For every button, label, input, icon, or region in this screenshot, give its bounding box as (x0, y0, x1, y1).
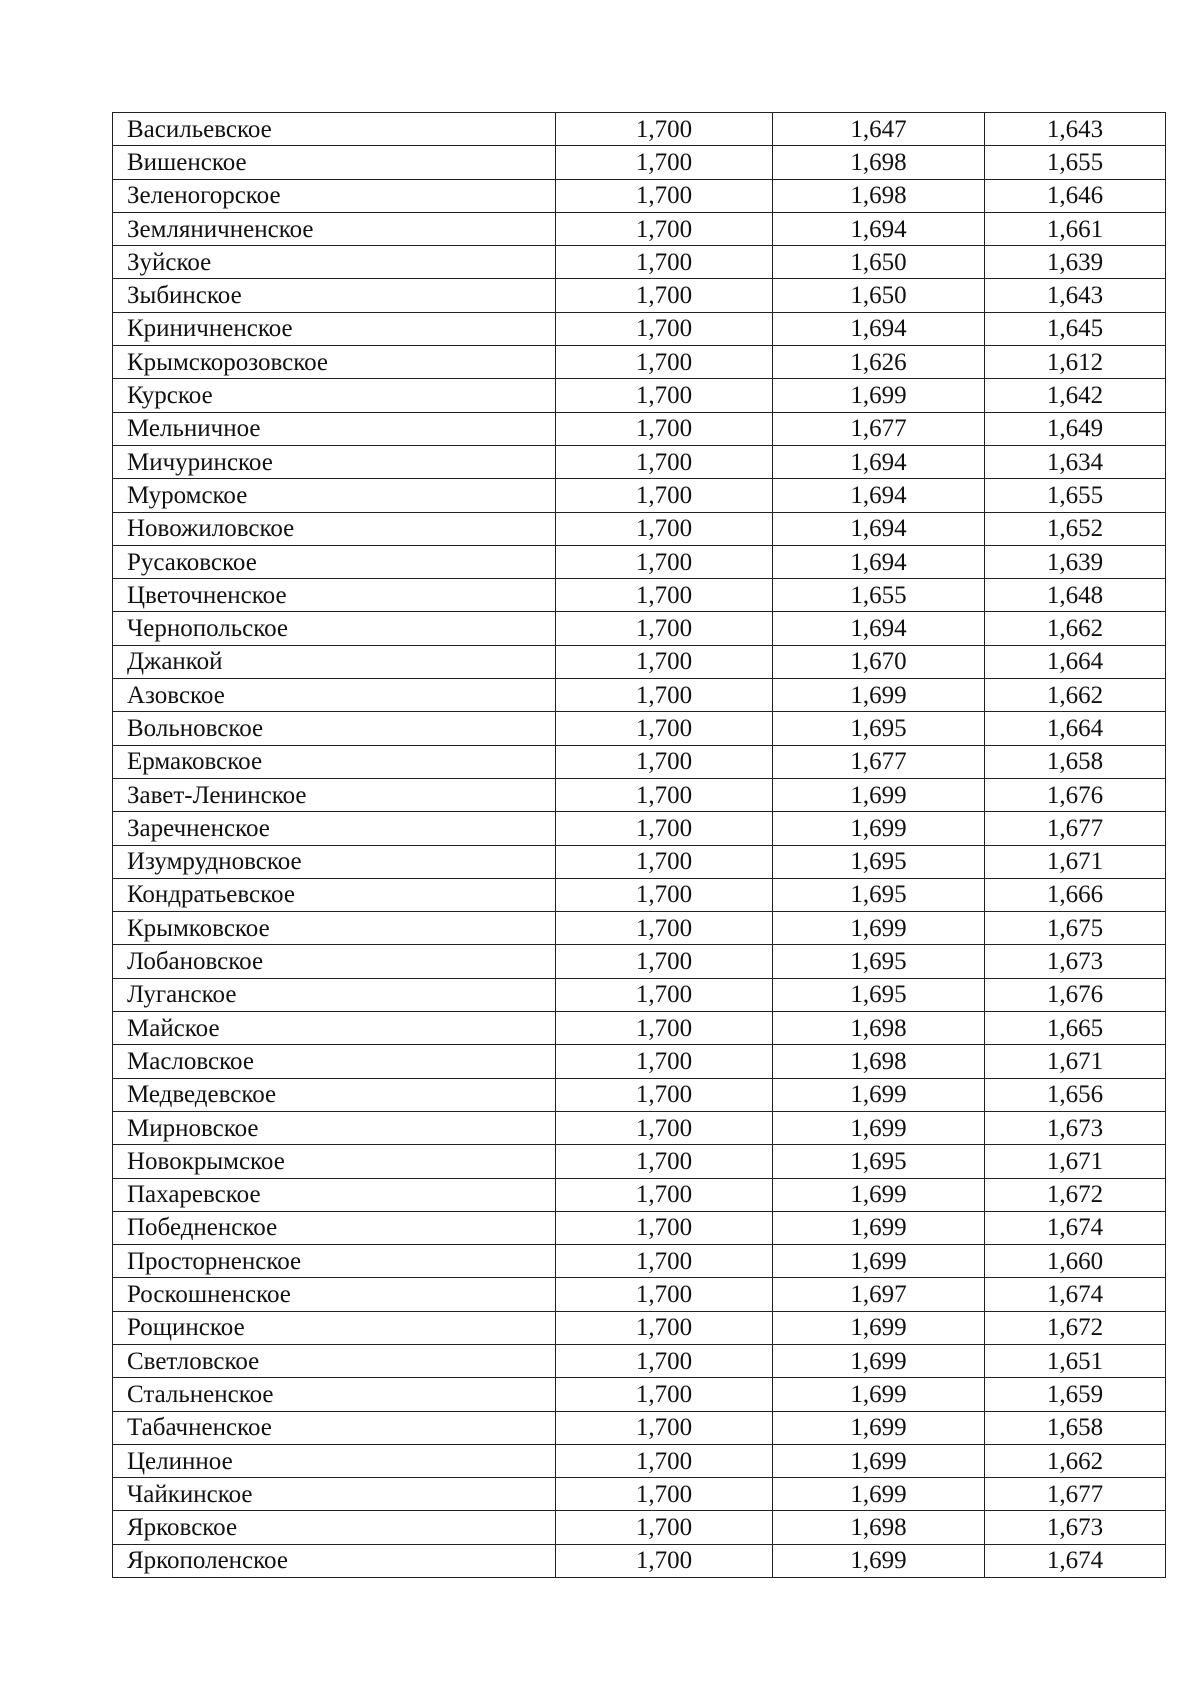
table-row (113, 545, 1166, 578)
value-cell-2: 1,699 (773, 812, 985, 845)
value-cell-1: 1,700 (556, 679, 773, 712)
value-cell-3: 1,639 (985, 545, 1166, 578)
value-cell-3: 1,673 (985, 1111, 1166, 1144)
value-cell-1: 1,700 (556, 579, 773, 612)
settlement-name-cell: Мичуринское (113, 445, 556, 478)
value-cell-1: 1,700 (556, 945, 773, 978)
value-cell-2: 1,699 (773, 1344, 985, 1377)
settlement-name-cell: Мельничное (113, 412, 556, 445)
value-cell-1: 1,700 (556, 1278, 773, 1311)
value-cell-1: 1,700 (556, 745, 773, 778)
value-cell-3: 1,676 (985, 778, 1166, 811)
settlement-name-cell: Рощинское (113, 1311, 556, 1344)
settlement-name-cell: Чернопольское (113, 612, 556, 645)
settlement-name-cell: Победненское (113, 1211, 556, 1244)
settlement-name-cell: Медведевское (113, 1078, 556, 1111)
value-cell-3: 1,658 (985, 745, 1166, 778)
settlement-name-cell: Роскошненское (113, 1278, 556, 1311)
value-cell-1: 1,700 (556, 978, 773, 1011)
value-cell-3: 1,643 (985, 279, 1166, 312)
value-cell-3: 1,677 (985, 1478, 1166, 1511)
value-cell-1: 1,700 (556, 1078, 773, 1111)
value-cell-3: 1,645 (985, 312, 1166, 345)
value-cell-2: 1,655 (773, 579, 985, 612)
value-cell-2: 1,699 (773, 1544, 985, 1577)
settlement-name-cell: Майское (113, 1012, 556, 1045)
settlement-name-cell: Цветочненское (113, 579, 556, 612)
value-cell-3: 1,660 (985, 1245, 1166, 1278)
value-cell-3: 1,675 (985, 912, 1166, 945)
table-row (113, 745, 1166, 778)
table-row (113, 1245, 1166, 1278)
value-cell-2: 1,698 (773, 1045, 985, 1078)
value-cell-2: 1,670 (773, 645, 985, 678)
table-row (113, 878, 1166, 911)
settlement-name-cell: Азовское (113, 679, 556, 712)
table-row (113, 179, 1166, 212)
settlement-name-cell: Изумрудновское (113, 845, 556, 878)
table-row (113, 778, 1166, 811)
settlement-name-cell: Пахаревское (113, 1178, 556, 1211)
table-row (113, 1478, 1166, 1511)
value-cell-3: 1,666 (985, 878, 1166, 911)
settlement-name-cell: Криничненское (113, 312, 556, 345)
value-cell-1: 1,700 (556, 1511, 773, 1544)
value-cell-1: 1,700 (556, 212, 773, 245)
table-row (113, 1278, 1166, 1311)
value-cell-3: 1,665 (985, 1012, 1166, 1045)
value-cell-1: 1,700 (556, 1478, 773, 1511)
value-cell-3: 1,674 (985, 1278, 1166, 1311)
value-cell-1: 1,700 (556, 279, 773, 312)
table-row (113, 978, 1166, 1011)
settlement-name-cell: Русаковское (113, 545, 556, 578)
value-cell-2: 1,694 (773, 545, 985, 578)
table-row (113, 412, 1166, 445)
value-cell-2: 1,699 (773, 1078, 985, 1111)
value-cell-2: 1,695 (773, 978, 985, 1011)
settlement-name-cell: Стальненское (113, 1378, 556, 1411)
value-cell-2: 1,677 (773, 745, 985, 778)
table-row (113, 445, 1166, 478)
value-cell-3: 1,672 (985, 1311, 1166, 1344)
value-cell-1: 1,700 (556, 845, 773, 878)
table-row (113, 579, 1166, 612)
value-cell-2: 1,699 (773, 1444, 985, 1477)
value-cell-3: 1,658 (985, 1411, 1166, 1444)
value-cell-3: 1,673 (985, 945, 1166, 978)
value-cell-1: 1,700 (556, 1178, 773, 1211)
table-row (113, 212, 1166, 245)
value-cell-3: 1,662 (985, 1444, 1166, 1477)
table-row (113, 312, 1166, 345)
value-cell-1: 1,700 (556, 645, 773, 678)
value-cell-2: 1,699 (773, 379, 985, 412)
settlement-name-cell: Кондратьевское (113, 878, 556, 911)
settlement-name-cell: Чайкинское (113, 1478, 556, 1511)
table-row (113, 379, 1166, 412)
data-table (112, 112, 1166, 1578)
value-cell-1: 1,700 (556, 179, 773, 212)
table-row (113, 1211, 1166, 1244)
value-cell-3: 1,643 (985, 113, 1166, 146)
value-cell-3: 1,674 (985, 1544, 1166, 1577)
value-cell-1: 1,700 (556, 1411, 773, 1444)
value-cell-2: 1,694 (773, 612, 985, 645)
settlement-name-cell: Яркополенское (113, 1544, 556, 1577)
value-cell-1: 1,700 (556, 146, 773, 179)
value-cell-2: 1,647 (773, 113, 985, 146)
value-cell-3: 1,671 (985, 845, 1166, 878)
table-row (113, 612, 1166, 645)
table-row (113, 1378, 1166, 1411)
value-cell-1: 1,700 (556, 479, 773, 512)
settlement-name-cell: Васильевское (113, 113, 556, 146)
settlement-name-cell: Новожиловское (113, 512, 556, 545)
settlement-name-cell: Ярковское (113, 1511, 556, 1544)
value-cell-3: 1,674 (985, 1211, 1166, 1244)
settlement-name-cell: Новокрымское (113, 1145, 556, 1178)
table-row (113, 1178, 1166, 1211)
settlement-name-cell: Просторненское (113, 1245, 556, 1278)
settlement-name-cell: Целинное (113, 1444, 556, 1477)
value-cell-3: 1,677 (985, 812, 1166, 845)
value-cell-3: 1,664 (985, 712, 1166, 745)
table-row (113, 645, 1166, 678)
settlement-name-cell: Вольновское (113, 712, 556, 745)
settlement-name-cell: Джанкой (113, 645, 556, 678)
value-cell-1: 1,700 (556, 712, 773, 745)
settlement-name-cell: Муромское (113, 479, 556, 512)
table-row (113, 1511, 1166, 1544)
value-cell-3: 1,655 (985, 146, 1166, 179)
settlement-name-cell: Зуйское (113, 246, 556, 279)
value-cell-1: 1,700 (556, 812, 773, 845)
table-row (113, 679, 1166, 712)
value-cell-2: 1,698 (773, 1012, 985, 1045)
table-row (113, 1344, 1166, 1377)
value-cell-1: 1,700 (556, 912, 773, 945)
value-cell-1: 1,700 (556, 1045, 773, 1078)
table-row (113, 246, 1166, 279)
table-row (113, 512, 1166, 545)
value-cell-3: 1,646 (985, 179, 1166, 212)
value-cell-2: 1,694 (773, 445, 985, 478)
value-cell-3: 1,672 (985, 1178, 1166, 1211)
table-row (113, 346, 1166, 379)
value-cell-1: 1,700 (556, 1211, 773, 1244)
settlement-name-cell: Зыбинское (113, 279, 556, 312)
value-cell-1: 1,700 (556, 1245, 773, 1278)
value-cell-3: 1,671 (985, 1045, 1166, 1078)
settlement-name-cell: Заречненское (113, 812, 556, 845)
value-cell-1: 1,700 (556, 1145, 773, 1178)
value-cell-2: 1,699 (773, 1478, 985, 1511)
value-cell-3: 1,651 (985, 1344, 1166, 1377)
table-row (113, 812, 1166, 845)
value-cell-2: 1,699 (773, 1378, 985, 1411)
value-cell-3: 1,612 (985, 346, 1166, 379)
value-cell-3: 1,634 (985, 445, 1166, 478)
table-row (113, 1411, 1166, 1444)
value-cell-2: 1,695 (773, 945, 985, 978)
settlement-name-cell: Крымковское (113, 912, 556, 945)
value-cell-2: 1,699 (773, 1311, 985, 1344)
value-cell-1: 1,700 (556, 113, 773, 146)
table-row (113, 1544, 1166, 1577)
settlement-name-cell: Крымскорозовское (113, 346, 556, 379)
value-cell-3: 1,642 (985, 379, 1166, 412)
value-cell-1: 1,700 (556, 878, 773, 911)
settlement-name-cell: Лобановское (113, 945, 556, 978)
table-row (113, 912, 1166, 945)
value-cell-1: 1,700 (556, 1444, 773, 1477)
settlement-name-cell: Масловское (113, 1045, 556, 1078)
table-row (113, 945, 1166, 978)
table-row (113, 146, 1166, 179)
value-cell-3: 1,671 (985, 1145, 1166, 1178)
table-row (113, 1111, 1166, 1144)
value-cell-2: 1,650 (773, 279, 985, 312)
value-cell-3: 1,652 (985, 512, 1166, 545)
value-cell-2: 1,699 (773, 1411, 985, 1444)
value-cell-1: 1,700 (556, 312, 773, 345)
value-cell-2: 1,694 (773, 212, 985, 245)
table-row (113, 1145, 1166, 1178)
value-cell-1: 1,700 (556, 512, 773, 545)
value-cell-1: 1,700 (556, 346, 773, 379)
settlement-name-cell: Завет-Ленинское (113, 778, 556, 811)
value-cell-2: 1,699 (773, 679, 985, 712)
value-cell-3: 1,639 (985, 246, 1166, 279)
settlement-name-cell: Табачненское (113, 1411, 556, 1444)
value-cell-2: 1,699 (773, 1211, 985, 1244)
value-cell-2: 1,697 (773, 1278, 985, 1311)
table-row (113, 1078, 1166, 1111)
table-row (113, 1012, 1166, 1045)
value-cell-1: 1,700 (556, 1311, 773, 1344)
value-cell-2: 1,626 (773, 346, 985, 379)
table-row (113, 845, 1166, 878)
value-cell-1: 1,700 (556, 1344, 773, 1377)
value-cell-1: 1,700 (556, 445, 773, 478)
value-cell-1: 1,700 (556, 1544, 773, 1577)
value-cell-3: 1,655 (985, 479, 1166, 512)
table-row (113, 479, 1166, 512)
table-row (113, 1444, 1166, 1477)
value-cell-1: 1,700 (556, 1012, 773, 1045)
table-row (113, 712, 1166, 745)
value-cell-1: 1,700 (556, 778, 773, 811)
value-cell-3: 1,648 (985, 579, 1166, 612)
value-cell-2: 1,694 (773, 312, 985, 345)
value-cell-2: 1,694 (773, 479, 985, 512)
value-cell-2: 1,694 (773, 512, 985, 545)
settlement-name-cell: Вишенское (113, 146, 556, 179)
value-cell-2: 1,695 (773, 1145, 985, 1178)
value-cell-3: 1,661 (985, 212, 1166, 245)
value-cell-2: 1,650 (773, 246, 985, 279)
settlement-name-cell: Светловское (113, 1344, 556, 1377)
value-cell-2: 1,699 (773, 1111, 985, 1144)
value-cell-3: 1,656 (985, 1078, 1166, 1111)
value-cell-1: 1,700 (556, 612, 773, 645)
value-cell-3: 1,673 (985, 1511, 1166, 1544)
table-body (113, 113, 1166, 1578)
settlement-name-cell: Ермаковское (113, 745, 556, 778)
value-cell-2: 1,695 (773, 878, 985, 911)
value-cell-1: 1,700 (556, 379, 773, 412)
value-cell-1: 1,700 (556, 1378, 773, 1411)
value-cell-3: 1,649 (985, 412, 1166, 445)
table-row (113, 1311, 1166, 1344)
value-cell-2: 1,677 (773, 412, 985, 445)
value-cell-2: 1,699 (773, 912, 985, 945)
value-cell-3: 1,662 (985, 612, 1166, 645)
value-cell-2: 1,698 (773, 146, 985, 179)
settlement-name-cell: Луганское (113, 978, 556, 1011)
value-cell-3: 1,662 (985, 679, 1166, 712)
settlement-name-cell: Земляничненское (113, 212, 556, 245)
value-cell-1: 1,700 (556, 1111, 773, 1144)
value-cell-2: 1,695 (773, 712, 985, 745)
value-cell-2: 1,698 (773, 1511, 985, 1544)
value-cell-2: 1,699 (773, 1245, 985, 1278)
value-cell-1: 1,700 (556, 412, 773, 445)
value-cell-3: 1,659 (985, 1378, 1166, 1411)
value-cell-1: 1,700 (556, 246, 773, 279)
settlement-name-cell: Мирновское (113, 1111, 556, 1144)
table-row (113, 279, 1166, 312)
settlement-name-cell: Курское (113, 379, 556, 412)
settlement-name-cell: Зеленогорское (113, 179, 556, 212)
value-cell-2: 1,699 (773, 778, 985, 811)
table-row (113, 113, 1166, 146)
value-cell-2: 1,698 (773, 179, 985, 212)
value-cell-3: 1,664 (985, 645, 1166, 678)
value-cell-2: 1,699 (773, 1178, 985, 1211)
value-cell-1: 1,700 (556, 545, 773, 578)
table-row (113, 1045, 1166, 1078)
value-cell-2: 1,695 (773, 845, 985, 878)
value-cell-3: 1,676 (985, 978, 1166, 1011)
